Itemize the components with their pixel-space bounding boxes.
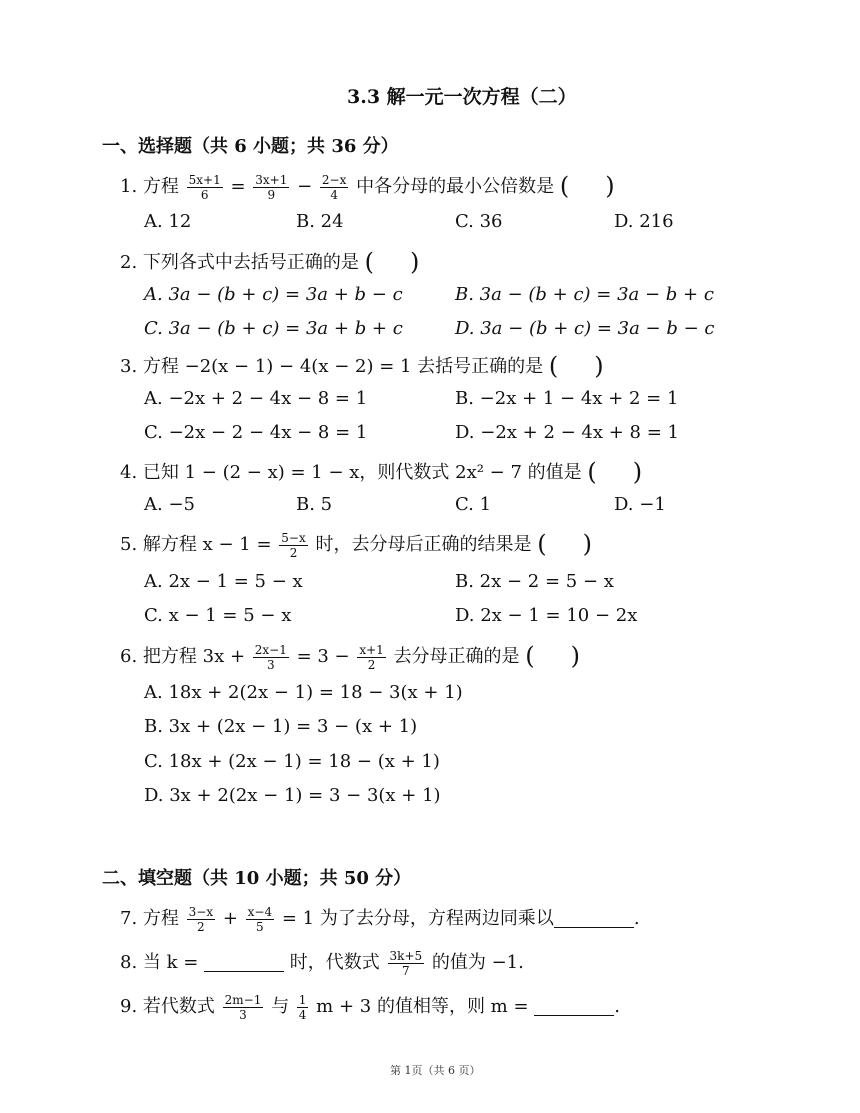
q2-option-c[interactable]: C. 3a − (b + c) = 3a + b + c: [144, 318, 403, 339]
question-1: 1. 方程 $\frac{5x+1}{6}$ = $\frac{3x+1}{9}$ − $\frac{2-x}{4}$ 中各分母的最小公倍数是 ( ): [120, 172, 615, 202]
q5-option-d[interactable]: D. 2x − 1 = 10 − 2x: [455, 605, 638, 626]
q6-option-d[interactable]: D. 3x + 2(2x − 1) = 3 − 3(x + 1): [144, 785, 441, 806]
q4-option-b[interactable]: B. 5: [296, 494, 333, 515]
q8-fraction: $\frac{3k+5}{7}$: [389, 948, 423, 978]
q6-option-b[interactable]: B. 3x + (2x − 1) = 3 − (x + 1): [144, 716, 418, 737]
page-footer: 第 1页（共 6 页）: [390, 1064, 481, 1077]
question-3: 3. 方程 −2(x − 1) − 4(x − 2) = 1 去括号正确的是 ( ): [120, 352, 604, 380]
q7-fraction-1: $\frac{3-x}{2}$: [188, 904, 214, 934]
q2-option-a[interactable]: A. 3a − (b + c) = 3a + b − c: [144, 284, 403, 305]
section-heading-fill: 二、填空题（共 10 小题；共 50 分）: [102, 868, 412, 889]
q3-option-a[interactable]: A. −2x + 2 − 4x − 8 = 1: [144, 388, 368, 409]
q6-fraction-1: $\frac{2x-1}{3}$: [254, 642, 287, 672]
q1-option-b[interactable]: B. 24: [296, 211, 344, 232]
q5-option-c[interactable]: C. x − 1 = 5 − x: [144, 605, 292, 626]
q9-answer-blank[interactable]: [534, 997, 614, 1016]
q5-option-b[interactable]: B. 2x − 2 = 5 − x: [455, 571, 614, 592]
q1-option-a[interactable]: A. 12: [144, 211, 192, 232]
q4-option-d[interactable]: D. −1: [614, 494, 666, 515]
q6-option-c[interactable]: C. 18x + (2x − 1) = 18 − (x + 1): [144, 751, 440, 772]
q1-prefix: 1. 方程: [120, 176, 185, 197]
question-4: 4. 已知 1 − (2 − x) = 1 − x，则代数式 2x² − 7 的值是 ( ): [120, 458, 643, 486]
answer-paren-open: (: [559, 172, 570, 200]
q6-option-a[interactable]: A. 18x + 2(2x − 1) = 18 − 3(x + 1): [144, 682, 463, 703]
section-heading-choice: 一、选择题（共 6 小题；共 36 分）: [102, 136, 399, 157]
question-8: 8. 当 k = 时，代数式 $\frac{3k+5}{7}$ 的值为 −1.: [120, 948, 524, 978]
q1-fraction-3: $\frac{2-x}{4}$: [321, 172, 347, 202]
q3-option-c[interactable]: C. −2x − 2 − 4x − 8 = 1: [144, 422, 368, 443]
question-2: 2. 下列各式中去括号正确的是 ( ): [120, 248, 420, 276]
q4-option-a[interactable]: A. −5: [144, 494, 195, 515]
q3-option-d[interactable]: D. −2x + 2 − 4x + 8 = 1: [455, 422, 679, 443]
q7-answer-blank[interactable]: [554, 909, 634, 928]
q1-option-c[interactable]: C. 36: [455, 211, 503, 232]
q1-option-d[interactable]: D. 216: [614, 211, 674, 232]
q5-fraction: $\frac{5-x}{2}$: [281, 530, 306, 560]
q2-option-b[interactable]: B. 3a − (b + c) = 3a − b + c: [455, 284, 714, 305]
q3-option-b[interactable]: B. −2x + 1 − 4x + 2 = 1: [455, 388, 679, 409]
q2-option-d[interactable]: D. 3a − (b + c) = 3a − b − c: [455, 318, 715, 339]
q4-option-c[interactable]: C. 1: [455, 494, 492, 515]
q9-fraction-2: $\frac{1}{4}$: [298, 992, 307, 1022]
question-6: 6. 把方程 3x + $\frac{2x-1}{3}$ = 3 − $\frac{x+1}{2}$ 去分母正确的是 ( ): [120, 642, 581, 672]
q5-option-a[interactable]: A. 2x − 1 = 5 − x: [144, 571, 303, 592]
q6-fraction-2: $\frac{x+1}{2}$: [359, 642, 384, 672]
q7-fraction-2: $\frac{x-4}{5}$: [247, 904, 273, 934]
question-7: 7. 方程 $\frac{3-x}{2}$ + $\frac{x-4}{5}$ = 1 为了去分母，方程两边同乘以 .: [120, 904, 640, 934]
question-9: 9. 若代数式 $\frac{2m-1}{3}$ 与 $\frac{1}{4}$ m + 3 的值相等，则 m = .: [120, 992, 620, 1022]
page-title: 3.3 解一元一次方程（二）: [347, 86, 577, 108]
question-5: 5. 解方程 x − 1 = $\frac{5-x}{2}$ 时，去分母后正确的结果是 ( ): [120, 530, 592, 560]
q1-fraction-1: $\frac{5x+1}{6}$: [188, 172, 221, 202]
q1-fraction-2: $\frac{3x+1}{9}$: [255, 172, 288, 202]
answer-paren-close: ): [605, 172, 615, 200]
q9-fraction-1: $\frac{2m-1}{3}$: [224, 992, 262, 1022]
q8-answer-blank[interactable]: [204, 953, 284, 972]
